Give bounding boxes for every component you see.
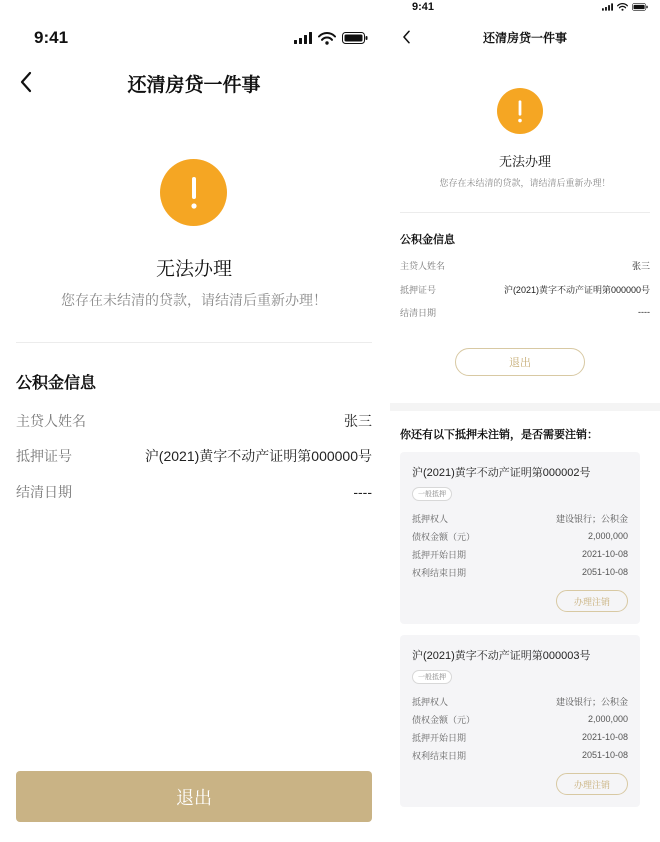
info-value: ---- — [638, 307, 650, 317]
mortgage-type-tag: 一般抵押 — [412, 487, 452, 501]
nav-bar — [0, 64, 388, 100]
info-label: 抵押证号 — [16, 448, 72, 464]
card-label: 抵押权人 — [412, 696, 449, 707]
card-label: 权利结束日期 — [412, 750, 467, 761]
card-label: 债权金额（元） — [412, 714, 476, 725]
card-row — [412, 565, 628, 579]
card-label: 权利结束日期 — [412, 567, 467, 578]
info-row-mortgage-no — [16, 444, 372, 468]
exit-button[interactable]: 退出 — [16, 771, 372, 822]
info-label: 主贷人姓名 — [16, 413, 86, 429]
warning-badge — [160, 159, 227, 226]
info-row-mortgage-no — [400, 282, 650, 296]
result-title: 无法办理 — [155, 259, 232, 280]
page-title: 还清房贷一件事 — [127, 75, 261, 96]
battery-icon — [342, 32, 368, 44]
mortgage-card — [400, 635, 640, 807]
section-separator — [390, 403, 660, 411]
cancel-prompt: 你还有以下抵押未注销，是否需要注销： — [400, 429, 598, 441]
info-label: 结清日期 — [400, 307, 437, 318]
result-title: 无法办理 — [498, 154, 551, 169]
card-row — [412, 748, 628, 762]
page-title: 还清房贷一件事 — [482, 31, 567, 45]
card-label: 抵押权人 — [412, 513, 449, 524]
fund-info-title: 公积金信息 — [400, 234, 455, 246]
card-label: 债权金额（元） — [412, 531, 476, 542]
right-screen — [390, 0, 660, 842]
info-value: 张三 — [631, 260, 650, 271]
info-row-borrower — [400, 258, 650, 272]
warning-badge — [497, 88, 543, 134]
card-row — [412, 547, 628, 561]
info-row-settle-date — [16, 480, 372, 504]
status-time: 9:41 — [34, 28, 69, 47]
info-label: 抵押证号 — [400, 284, 437, 295]
info-value: 沪(2021)黄字不动产证明第000000号 — [144, 448, 372, 464]
battery-icon — [632, 3, 648, 11]
status-time: 9:41 — [412, 1, 435, 13]
card-value: 2,000,000 — [587, 714, 628, 724]
card-value: 2051-10-08 — [581, 750, 628, 760]
exit-button[interactable]: 退出 — [455, 348, 585, 376]
status-bar — [390, 0, 660, 14]
status-bar — [0, 24, 388, 52]
info-value: 沪(2021)黄字不动产证明第000000号 — [503, 284, 650, 295]
card-row — [412, 694, 628, 708]
info-row-borrower — [16, 409, 372, 433]
status-icons — [602, 3, 648, 11]
signal-icon — [294, 32, 312, 44]
status-icons — [294, 32, 368, 45]
info-row-settle-date — [400, 305, 650, 319]
card-row — [412, 712, 628, 726]
card-label: 抵押开始日期 — [412, 732, 467, 743]
card-row — [412, 529, 628, 543]
signal-icon — [602, 3, 613, 11]
info-value: 张三 — [344, 413, 372, 429]
card-value: 2021-10-08 — [581, 549, 628, 559]
cancel-mortgage-button[interactable]: 办理注销 — [556, 773, 628, 795]
result-description: 您存在未结清的贷款，请结清后重新办理！ — [439, 178, 611, 188]
mortgage-card — [400, 452, 640, 624]
card-value: 建设银行；公积金 — [555, 513, 628, 524]
card-label: 抵押开始日期 — [412, 549, 467, 560]
fund-info-title: 公积金信息 — [16, 375, 97, 392]
info-label: 主贷人姓名 — [400, 260, 446, 271]
card-value: 2051-10-08 — [581, 567, 628, 577]
exclamation-icon — [189, 175, 199, 211]
info-label: 结清日期 — [16, 484, 72, 500]
card-value: 2,000,000 — [587, 531, 628, 541]
exclamation-icon — [516, 99, 524, 124]
wifi-icon — [318, 32, 336, 45]
cancel-mortgage-button[interactable]: 办理注销 — [556, 590, 628, 612]
nav-bar — [390, 24, 660, 50]
card-title: 沪(2021)黄字不动产证明第000002号 — [412, 467, 591, 479]
card-row — [412, 511, 628, 525]
divider — [16, 342, 372, 343]
card-title: 沪(2021)黄字不动产证明第000003号 — [412, 650, 591, 662]
info-value: ---- — [353, 484, 372, 500]
divider — [400, 212, 650, 213]
wifi-icon — [617, 3, 628, 11]
card-value: 建设银行；公积金 — [555, 696, 628, 707]
card-value: 2021-10-08 — [581, 732, 628, 742]
result-description: 您存在未结清的贷款，请结清后重新办理！ — [61, 292, 327, 308]
mortgage-type-tag: 一般抵押 — [412, 670, 452, 684]
card-row — [412, 730, 628, 744]
